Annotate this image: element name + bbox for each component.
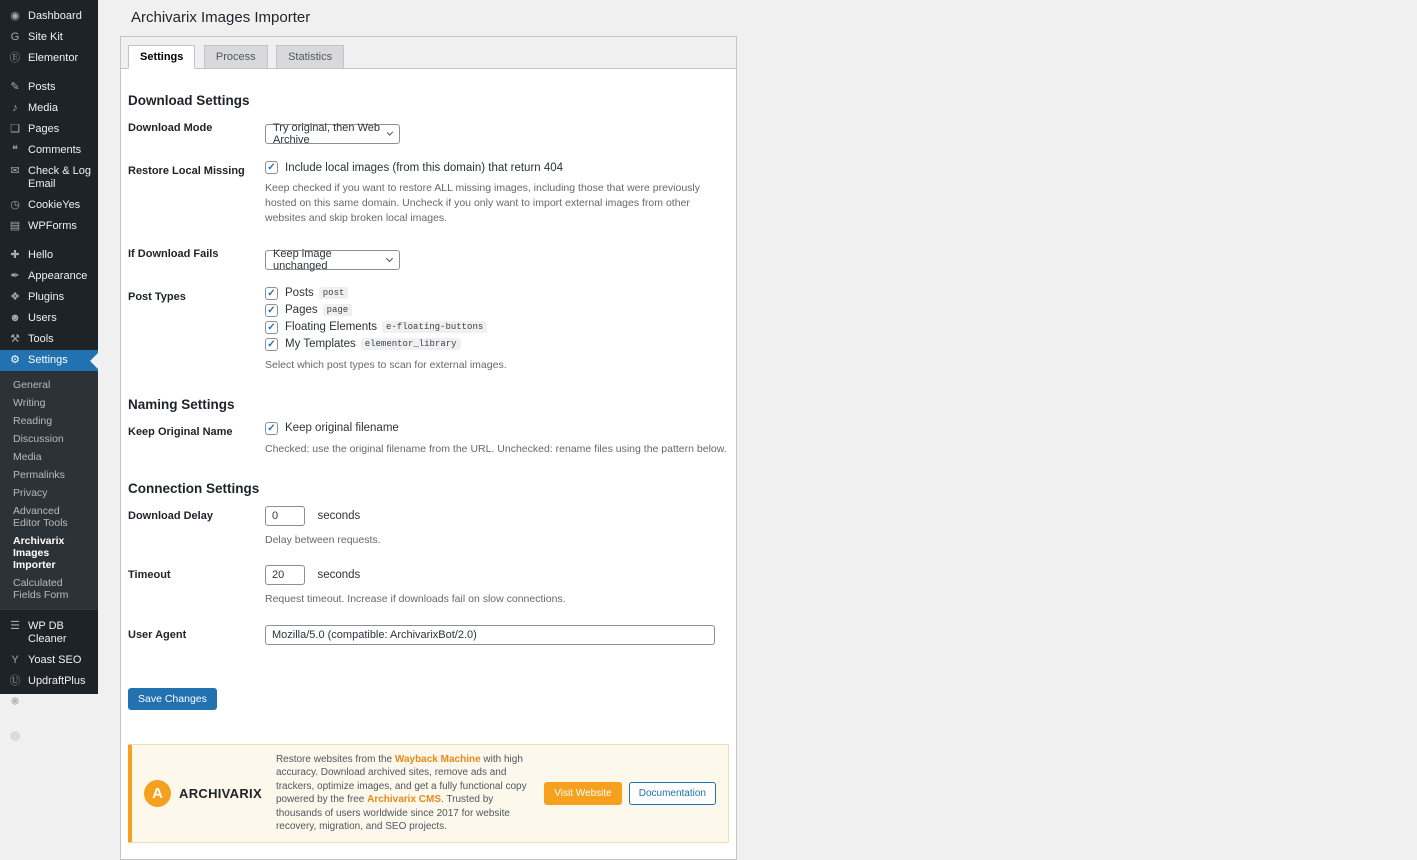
- select-value: Try original, then Web Archive: [273, 122, 380, 146]
- post-type-floating-elements-checkbox[interactable]: ✓: [265, 321, 278, 334]
- sidebar-item-label: WP DB Cleaner: [28, 620, 67, 645]
- checkbox-label: Keep original filename: [285, 422, 399, 435]
- sidebar-item-label: Check & Log Email: [28, 165, 91, 190]
- sidebar-item-label: WPForms: [28, 220, 77, 232]
- sidebar-item-label: Yoast SEO: [28, 654, 82, 666]
- sidebar-item-media[interactable]: [0, 98, 98, 119]
- download-delay-input[interactable]: [265, 506, 305, 526]
- post-type-posts-checkbox[interactable]: ✓: [265, 287, 278, 300]
- tools-icon: ⚒: [10, 333, 20, 345]
- field-label: Timeout: [128, 569, 171, 582]
- form-row-download-delay: [128, 506, 729, 548]
- submenu-item-writing[interactable]: Writing: [13, 397, 46, 409]
- sidebar-item-label: WP-Optimize: [28, 730, 72, 755]
- sidebar-item-label: Comments: [28, 144, 82, 156]
- sidebar-item-label: Tools: [28, 333, 54, 345]
- banner-text-part: with high accuracy. Download archived sites, remove ads and trackers, optimize images, and get a fully functional copy powered by the free: [275, 753, 527, 806]
- submenu-item-media[interactable]: Media: [13, 451, 42, 463]
- sidebar-item-label: Dashboard: [28, 10, 82, 22]
- post-type-slug: post: [319, 287, 349, 299]
- wayback-machine-link[interactable]: Wayback Machine: [394, 753, 481, 765]
- tab-bar: [121, 37, 736, 69]
- sidebar-item-updraftplus[interactable]: [0, 671, 98, 692]
- post-type-slug: elementor_library: [361, 338, 461, 350]
- field-label: User Agent: [128, 628, 187, 641]
- submenu-item-archivarix-images-importer[interactable]: Archivarix Images Importer: [13, 535, 65, 571]
- user-agent-input[interactable]: [265, 625, 715, 645]
- sidebar-item-posts[interactable]: [0, 77, 98, 98]
- menu-separator: [0, 237, 98, 245]
- submenu-item-general[interactable]: General: [13, 379, 51, 391]
- sidebar-item-label: Site Kit: [28, 31, 63, 43]
- settings-form: [121, 93, 736, 843]
- section-title-naming: Naming Settings: [128, 396, 235, 412]
- select-value: Keep image unchanged: [273, 247, 332, 272]
- sidebar-item-label: Media: [28, 102, 58, 114]
- sidebar-item-pages[interactable]: [0, 119, 98, 140]
- sidebar-item-wp-optimize[interactable]: [0, 726, 98, 760]
- sidebar-item-label: Settings: [28, 354, 68, 366]
- form-row-timeout: [128, 565, 729, 607]
- checkbox-label: Posts: [285, 287, 314, 300]
- settings-submenu: [0, 371, 98, 610]
- appearance-icon: ✒: [10, 270, 20, 282]
- field-label: Restore Local Missing: [128, 165, 245, 177]
- forms-icon: ▤: [9, 220, 21, 232]
- field-description: Checked: use the original filename from the URL. Unchecked: rename files using the pattern below.: [265, 442, 727, 455]
- tab-statistics[interactable]: Statistics: [276, 45, 344, 69]
- archivarix-promo-banner: [128, 744, 729, 843]
- admin-sidebar: [0, 0, 98, 755]
- download-mode-select[interactable]: [265, 124, 400, 144]
- sidebar-item-cookieyes[interactable]: [0, 195, 98, 216]
- plugin-card: [120, 36, 737, 860]
- field-label: If Download Fails: [128, 247, 219, 260]
- field-description: Select which post types to scan for external images.: [265, 358, 507, 371]
- plugin-menu-group: [0, 610, 98, 760]
- sidebar-item-hello[interactable]: [0, 245, 98, 266]
- brand-name: ARCHIVARIX: [179, 785, 262, 801]
- restore-local-checkbox[interactable]: ✓: [265, 161, 278, 174]
- unit-label: seconds: [317, 510, 361, 523]
- sidebar-item-settings[interactable]: [0, 350, 98, 371]
- submenu-item-permalinks[interactable]: Permalinks: [13, 469, 65, 481]
- visit-website-button[interactable]: Visit Website: [544, 782, 621, 805]
- menu-separator: [0, 69, 98, 77]
- comments-icon: ❝: [12, 144, 18, 156]
- database-icon: ☰: [10, 620, 20, 632]
- users-icon: ☻: [9, 312, 21, 324]
- sidebar-item-wp-db-cleaner[interactable]: [0, 616, 98, 650]
- cache-icon: ❋: [10, 696, 20, 708]
- sidebar-item-comments[interactable]: [0, 140, 98, 161]
- plugins-icon: ❖: [10, 291, 20, 303]
- sidebar-item-appearance[interactable]: [0, 266, 98, 287]
- sidebar-item-yoast-seo[interactable]: [0, 650, 98, 671]
- cookieyes-icon: ◷: [10, 199, 20, 211]
- field-label: Download Mode: [128, 122, 213, 134]
- yoast-icon: Y: [11, 654, 19, 666]
- banner-text-part: . Trusted by thousands of users worldwide since 2017 for website recovery, migration, and SEO projects.: [275, 794, 510, 833]
- sidebar-item-label: Plugins: [28, 291, 65, 303]
- sidebar-item-label: UpdraftPlus: [28, 675, 86, 687]
- sidebar-item-label: Elementor: [28, 52, 79, 64]
- if-download-fails-select[interactable]: [265, 247, 400, 272]
- timeout-input[interactable]: [265, 565, 305, 585]
- form-row-restore-local: [128, 161, 729, 227]
- submenu-item-calculated-fields-form[interactable]: Calculated Fields Form: [13, 577, 69, 601]
- tab-process[interactable]: Process: [204, 45, 268, 69]
- chevron-down-icon: [387, 129, 393, 135]
- archivarix-brand: [144, 780, 262, 807]
- plus-icon: ✚: [10, 249, 20, 261]
- sidebar-item-label: Hello: [28, 249, 54, 261]
- media-icon: ♪: [12, 102, 18, 114]
- settings-icon: ⚙: [10, 354, 20, 366]
- pages-icon: ❏: [10, 123, 20, 135]
- checkbox-label: My Templates: [285, 338, 356, 351]
- checkbox-label: Floating Elements: [285, 321, 378, 334]
- archivarix-cms-link[interactable]: Archivarix CMS: [367, 794, 442, 806]
- updraft-icon: Ⓤ: [9, 675, 21, 687]
- email-icon: ✉: [10, 165, 20, 177]
- save-changes-button[interactable]: Save Changes: [128, 688, 217, 710]
- field-description: Request timeout. Increase if downloads fail on slow connections.: [265, 593, 566, 606]
- sidebar-item-check-log-email[interactable]: [0, 161, 98, 195]
- field-description: Keep checked if you want to restore ALL missing images, including those that were previously hosted on this same domain. Uncheck if you only want to import external images from other websites and skip broken local images.: [265, 182, 701, 225]
- unit-label: seconds: [317, 569, 361, 582]
- sidebar-item-site-kit[interactable]: [0, 27, 98, 48]
- field-label: Download Delay: [128, 510, 213, 523]
- sidebar-item-users[interactable]: [0, 308, 98, 329]
- submenu-item-discussion[interactable]: Discussion: [13, 433, 64, 445]
- sidebar-item-wpforms[interactable]: [0, 216, 98, 237]
- post-type-slug: e-floating-buttons: [382, 321, 487, 333]
- form-row-post-types: [128, 287, 729, 373]
- post-type-my-templates-checkbox[interactable]: ✓: [265, 338, 278, 351]
- sidebar-item-label: Users: [28, 312, 57, 324]
- checkbox-label: Pages: [285, 304, 318, 317]
- form-row-download-mode: [128, 118, 729, 144]
- field-label: Post Types: [128, 290, 186, 303]
- documentation-button[interactable]: Documentation: [629, 782, 716, 805]
- sidebar-item-plugins[interactable]: [0, 287, 98, 308]
- elementor-icon: Ⓔ: [9, 52, 21, 64]
- banner-text-part: Restore websites from the: [275, 753, 395, 765]
- sidebar-item-label: WP Fastest Cache: [28, 696, 85, 721]
- field-label: Keep Original Name: [128, 425, 233, 438]
- post-type-slug: page: [323, 304, 353, 316]
- chevron-down-icon: [386, 255, 393, 262]
- post-type-pages-checkbox[interactable]: ✓: [265, 304, 278, 317]
- optimize-icon: ◎: [10, 730, 20, 742]
- submenu-item-reading[interactable]: Reading: [13, 415, 53, 427]
- banner-text: [276, 753, 532, 834]
- pushpin-icon: ✎: [10, 81, 20, 93]
- section-title-connection: Connection Settings: [128, 481, 260, 497]
- tab-settings[interactable]: Settings: [128, 45, 195, 69]
- main-content: [98, 0, 1417, 833]
- dashboard-icon: ◉: [10, 10, 20, 22]
- submenu-item-privacy[interactable]: Privacy: [13, 487, 48, 499]
- sidebar-item-dashboard[interactable]: [0, 6, 98, 27]
- sidebar-item-tools[interactable]: [0, 329, 98, 350]
- sidebar-item-wp-fastest-cache[interactable]: [0, 692, 98, 726]
- keep-original-checkbox[interactable]: ✓: [265, 422, 278, 435]
- sidebar-item-label: CookieYes: [28, 199, 81, 211]
- sidebar-item-label: Posts: [28, 81, 56, 93]
- page-title: Archivarix Images Importer: [131, 9, 311, 26]
- field-description: Delay between requests.: [265, 534, 381, 547]
- archivarix-logo-icon: A: [144, 780, 171, 807]
- form-row-if-download-fails: [128, 244, 729, 270]
- checkbox-label: Include local images (from this domain) that return 404: [285, 161, 564, 174]
- google-icon: G: [10, 31, 20, 43]
- sidebar-item-label: Appearance: [28, 270, 88, 282]
- submenu-item-advanced-editor-tools[interactable]: Advanced Editor Tools: [13, 505, 68, 529]
- sidebar-item-label: Pages: [28, 123, 60, 135]
- sidebar-item-elementor[interactable]: [0, 48, 98, 69]
- form-row-keep-original-name: [128, 422, 729, 457]
- section-title-download: Download Settings: [128, 93, 250, 108]
- form-row-user-agent: [128, 625, 729, 645]
